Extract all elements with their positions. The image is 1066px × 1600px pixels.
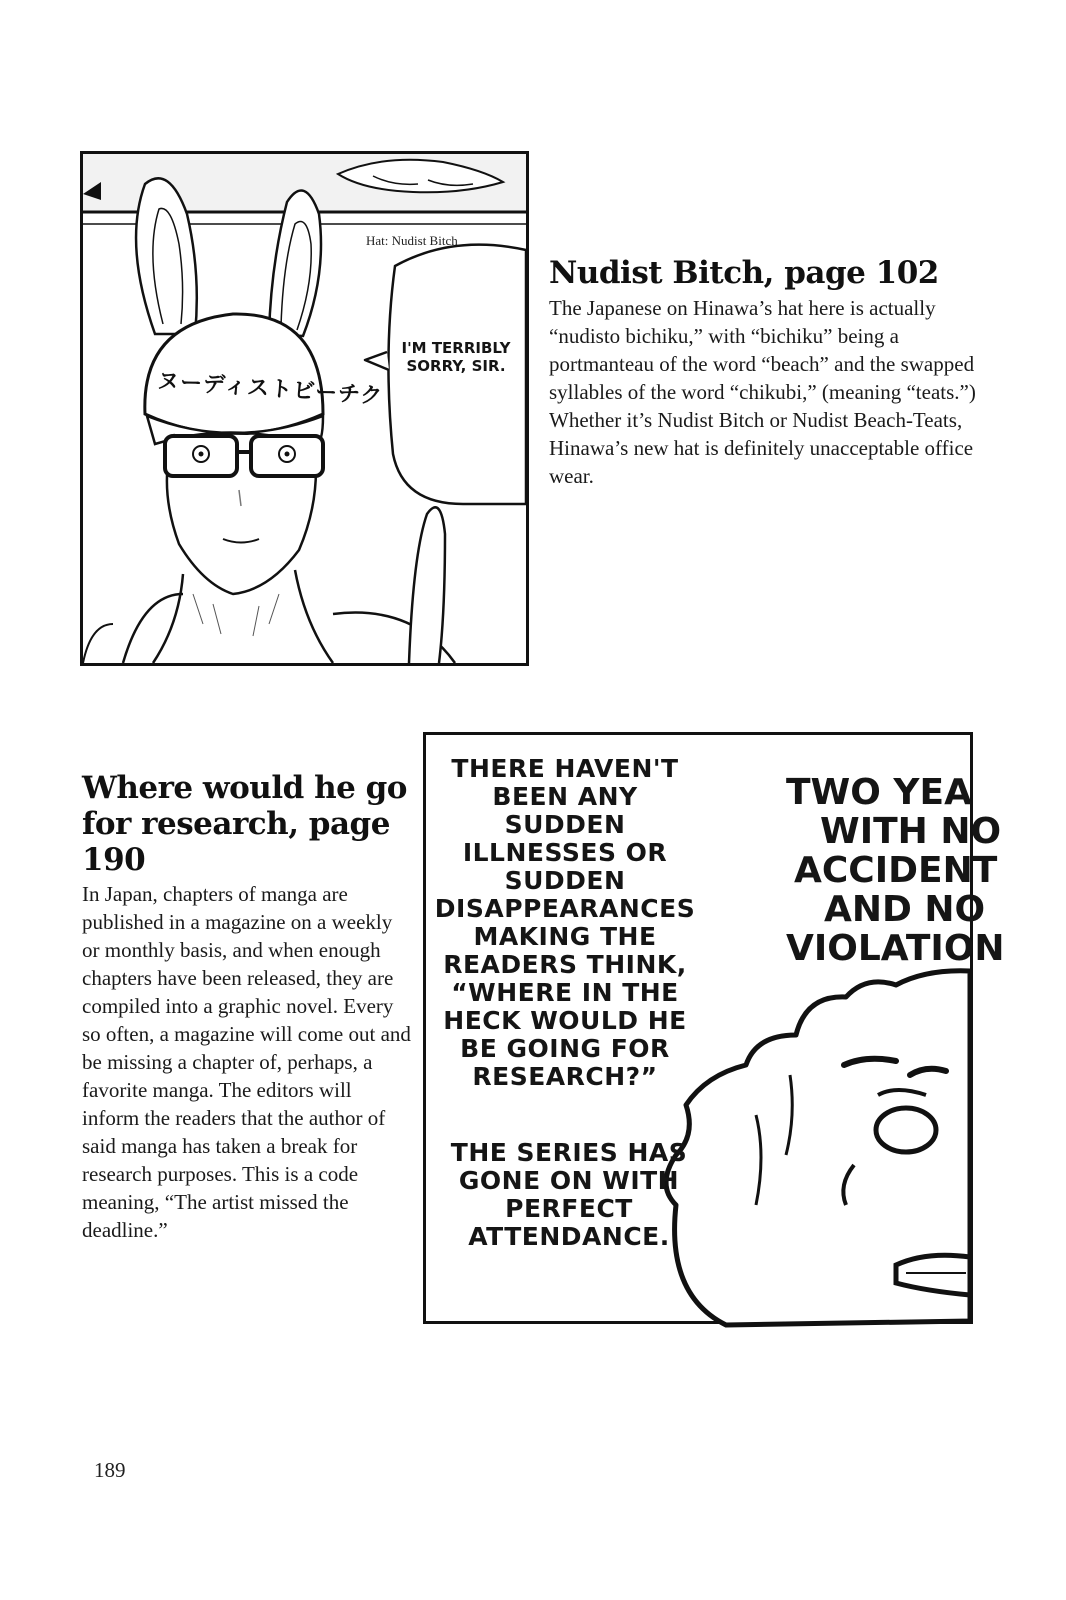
note-body-nudist [549,294,989,490]
caption-two-years-line: AND NO [824,889,986,930]
note-heading-nudist: Nudist Bitch, page 102 [549,255,939,291]
caption-no-disappearances: THERE HAVEN'T BEEN ANY SUDDEN ILLNESSES OR SUDDEN DISAPPEARANCES MAKING THE READERS THINK, “WHERE IN THE HECK WOULD HE BE GOING FOR RESEARCH?” [434,754,696,1091]
note-body-research [82,880,412,1244]
speech-bubble-text: I'M TERRIBLY SORRY, SIR. [401,339,511,375]
caption-two-years [786,773,1016,968]
note-body-research-text: In Japan, chapters of manga are published in a magazine on a weekly or monthly basis, and when enough chapters have been released, they are compiled into a graphic novel. Every so often, a magazine will come out and be missing a chapter of, perhaps, a favorite manga. The editors will inform the readers that the author of said manga has taken a break for research purposes. This is a code meaning, “The artist missed the deadline.” [82,882,411,1242]
page-number: 189 [94,1458,126,1482]
caption-two-years-line: WITH NO [820,811,1002,852]
note-body-nudist-text: The Japanese on Hinawa’s hat here is actually “nudisto bichiku,” with “bichiku” being a portmanteau of the word “beach” and the swapped syllables of the word “chikubi,” (meaning “teats.”) Whether it’s Nudist Bitch or Nudist Beach-Teats, Hinawa’s new hat is definitely unacceptable office wear. [549,296,976,488]
bunny-hat-character-illustration [83,154,526,663]
caption-two-years-line: ACCIDENT [794,850,998,891]
hat-japanese-text: ヌーディストビーチク [156,368,384,410]
caption-two-years-line: TWO YEA [786,772,972,813]
manga-panel-hat [80,151,529,666]
note-heading-research: Where would he go for research, page 190 [82,770,407,878]
hat-translation-label: Hat: Nudist Bitch [366,233,458,248]
caption-perfect-attendance: THE SERIES HAS GONE ON WITH PERFECT ATTENDANCE. [450,1138,688,1251]
manga-panel-research [423,732,1005,1324]
caption-two-years-line: VIOLATION [786,928,1005,969]
